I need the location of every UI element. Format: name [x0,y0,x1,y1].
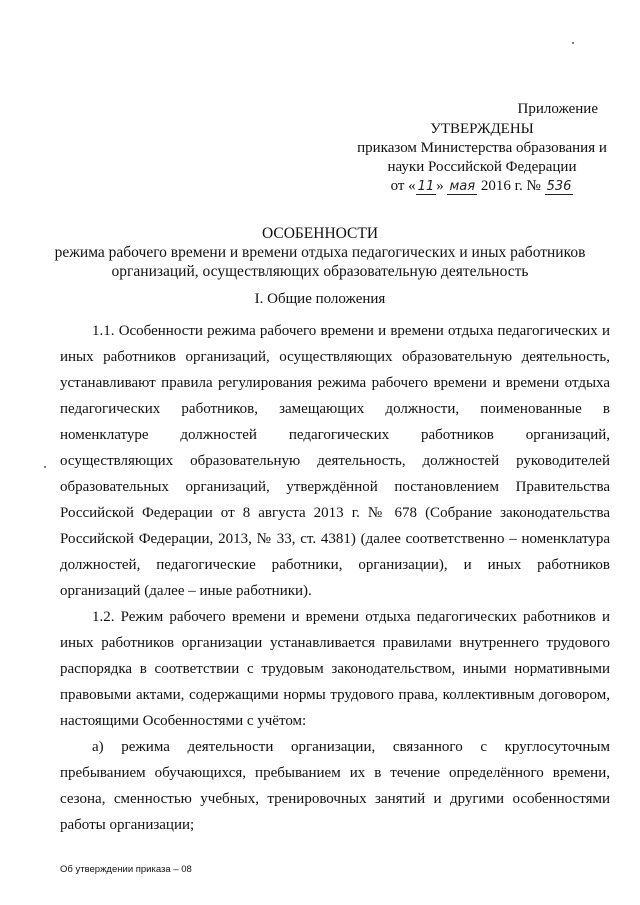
section-heading: I. Общие положения [254,291,386,307]
approval-block [352,120,612,196]
date-month: мая [449,179,476,194]
appendix-label: Приложение [517,101,598,117]
paragraph-a: а) режима деятельности организации, связанного с круглосуточным пребыванием обучающихся, пребыванием их в течение определённого времени, сезона, сменностью учебных, тренировочных занятий и другими особенностями работы организации; [60,739,610,833]
order-line-2: науки Российской Федерации [387,159,577,175]
scan-speck [572,42,574,44]
title-line-1: режима рабочего времени и времени отдыха педагогических и иных работников [54,244,586,261]
footer-note: Об утверждении приказа – 08 [60,864,192,875]
date-day: 11 [417,179,435,194]
order-number: 536 [546,179,572,194]
date-mid: » [436,178,444,194]
date-prefix: от « [390,178,416,194]
scan-speck [44,466,46,468]
approved-label: УТВЕРЖДЕНЫ [430,121,534,137]
title-heading: ОСОБЕННОСТИ [261,225,379,242]
date-year: 2016 г. № [480,178,541,194]
document-title [0,224,640,281]
order-date-line [352,177,612,196]
paragraph-1-2: 1.2. Режим рабочего времени и времени отдыха педагогических работников и иных работников организации устанавливается правилами внутреннего трудового распорядка в соответствии с трудовым законодательством, иными нормативными правовыми актами, содержащими нормы трудового права, коллективным договором, настоящими Особенностями с учётом: [60,609,610,729]
title-line-2: организаций, осуществляющих образовательную деятельность [111,263,529,280]
document-body [60,318,610,838]
order-line-1: приказом Министерства образования и [357,140,607,156]
paragraph-1-1: 1.1. Особенности режима рабочего времени и времени отдыха педагогических и иных работников организаций, осуществляющих образовательную деятельность, устанавливают правила регулирования режима рабочего времени и времени отдыха педагогических работников, замещающих должности, поименованные в номенклатуре должностей педагогических работников организаций, осуществляющих образовательную деятельность, должностей руководителей образовательных организаций, утверждённой постановлением Правительства Российской Федерации от 8 августа 2013 г. № 678 (Собрание законодательства Российской Федерации, 2013, № 33, ст. 4381) (далее соответственно – номенклатура должностей, педагогические работники, организации), и иных работников организаций (далее – иные работники). [60,323,610,599]
